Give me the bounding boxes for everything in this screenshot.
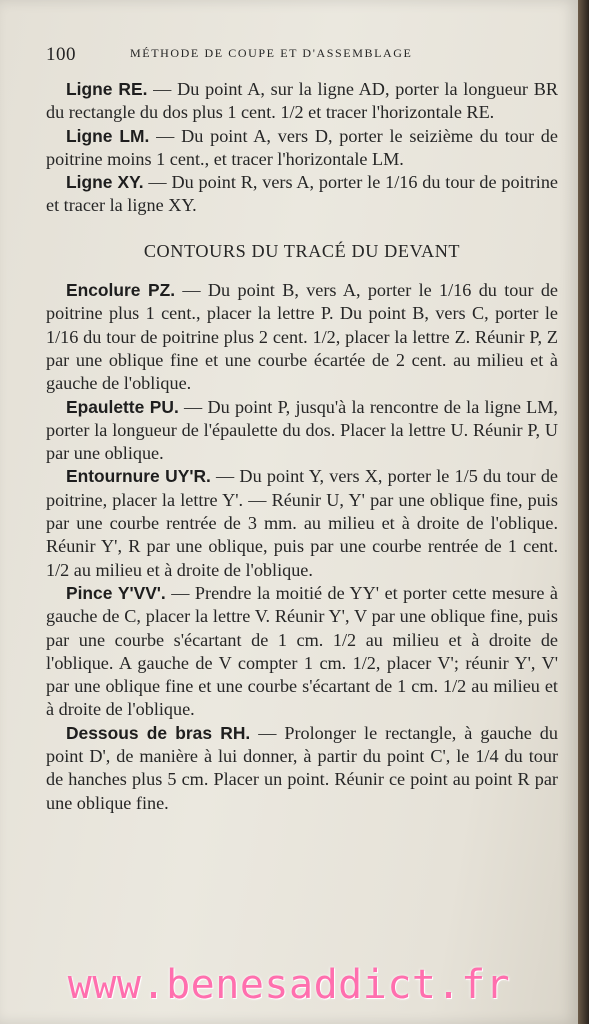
paragraph-label: Ligne XY.: [66, 172, 144, 193]
paragraph-pince: [46, 582, 558, 722]
paragraph-encolure: [46, 279, 558, 395]
page-header: [46, 44, 566, 66]
paragraph-text: — Du point Y, vers X, porter le 1/5 du tour de poitrine, placer la lettre Y'. — Réunir U, Y' par une oblique fine, puis par une courbe rentrée de 3 mm. au milieu et à droite de l'oblique. Réunir Y', R par une oblique, puis par une courbe rentrée de 1 cent. 1/2 au milieu et à droite de l'oblique.: [46, 466, 558, 580]
paragraph-ligne-lm: [46, 125, 558, 172]
paragraph-label: Entournure UY'R.: [66, 466, 211, 487]
paragraph-text: — Du point R, vers A, porter le 1/16 du tour de poitrine et tracer la ligne XY.: [46, 172, 558, 216]
paragraph-label: Epaulette PU.: [66, 396, 179, 417]
paragraph-dessous-de-bras: [46, 722, 558, 815]
book-edge: [578, 0, 589, 1024]
paragraph-epaulette: [46, 396, 558, 466]
body-text: [46, 78, 558, 815]
watermark: www.benesaddict.fr: [67, 962, 511, 1008]
paragraph-label: Encolure PZ.: [66, 280, 176, 301]
paragraph-label: Ligne RE.: [66, 79, 148, 99]
section-title: CONTOURS DU TRACÉ DU DEVANT: [143, 240, 461, 261]
paragraph-text: — Du point A, sur la ligne AD, porter la longueur BR du rectangle du dos plus 1 cent. 1/2 et tracer l'horizontale RE.: [46, 79, 558, 123]
paragraph-label: Pince Y'VV'.: [66, 582, 166, 603]
paragraph-text: — Du point A, vers D, porter le seizième du tour de poitrine moins 1 cent., et tracer l'horizontale LM.: [46, 125, 558, 169]
paragraph-text: — Prendre la moitié de YY' et porter cette mesure à gauche de C, placer la lettre V. Réunir Y', V par une oblique fine, puis par une courbe s'écartant de 1 cm. 1/2 au milieu et à droite de l'oblique. A gauche de V compter 1 cm. 1/2, placer V'; réunir Y', V' par une oblique fine et une courbe s'écartant de 1 cm. 1/2 au milieu et à droite de l'oblique.: [46, 582, 558, 720]
paragraph-ligne-re: [46, 78, 558, 125]
paragraph-entournure: [46, 465, 558, 581]
paragraph-text: — Du point P, jusqu'à la rencontre de la ligne LM, porter la longueur de l'épaulette du dos. Placer la lettre U. Réunir P, U par une oblique.: [46, 396, 558, 464]
paragraph-label: Dessous de bras RH.: [66, 722, 251, 743]
running-title: MÉTHODE DE COUPE ET D'ASSEMBLAGE: [130, 46, 413, 60]
paragraph-label: Ligne LM.: [66, 125, 150, 146]
paragraph-ligne-xy: [46, 171, 558, 218]
page-number: 100: [46, 44, 76, 65]
paragraph-text: — Du point B, vers A, porter le 1/16 du tour de poitrine plus 1 cent., placer la lettre P. Du point B, vers C, porter le 1/16 du tour de poitrine plus 2 cent. 1/2, placer la lettre Z. Réunir P, Z par une oblique fine et une courbe écartée de 2 cent. au milieu et à gauche de l'oblique.: [46, 280, 558, 394]
paragraph-text: — Prolonger le rectangle, à gauche du point D', de manière à lui donner, à partir du point C', le 1/4 du tour de hanches plus 5 cm. Placer un point. Réunir ce point au point R par une oblique fine.: [46, 722, 558, 813]
